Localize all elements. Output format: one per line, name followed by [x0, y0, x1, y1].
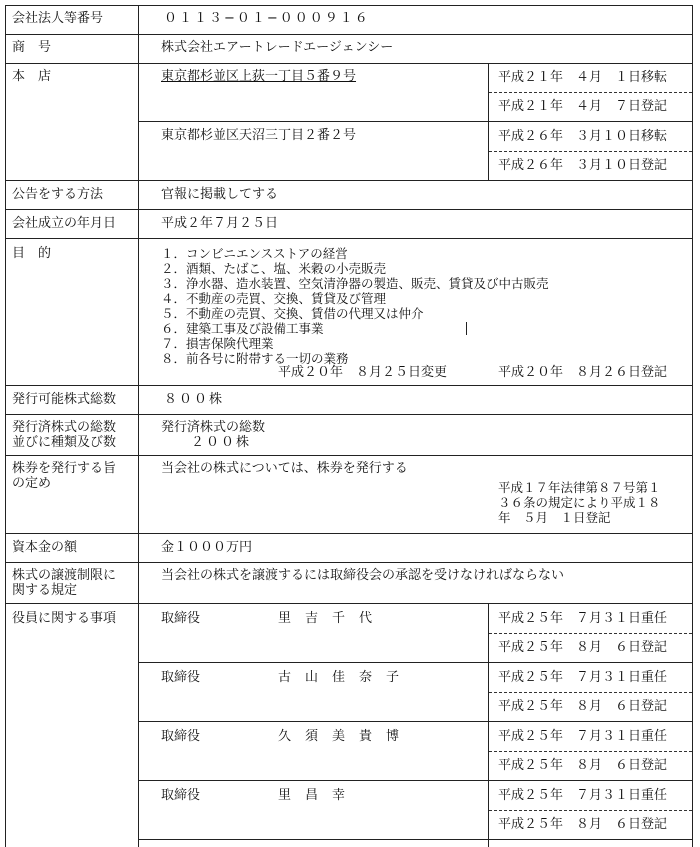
share-certificates-value: 当会社の株式については、株券を発行する: [161, 461, 408, 476]
officer-entry-separator: [138, 721, 693, 722]
purpose-change-date: 平成２０年 ８月２５日変更: [278, 365, 448, 380]
officer-entry-separator: [138, 662, 693, 663]
officer-name: 久須美貴博: [278, 729, 414, 744]
share-certificates-note: 平成１７年法律第８７号第１: [498, 480, 661, 495]
issued-shares-label: 並びに種類及び数: [12, 435, 117, 450]
share-certificates-note: 年 ５月 １日登記: [498, 510, 611, 525]
issued-shares-count: ２００株: [191, 435, 252, 450]
officer-registered-date: 平成２５年 ８月 ６日登記: [498, 699, 668, 714]
officer-title: 取締役: [161, 788, 201, 803]
purpose-label: 目 的: [12, 246, 52, 261]
officer-title: 取締役: [161, 611, 201, 626]
corporate-number-value: ０１１３−０１−０００９１６: [164, 11, 370, 26]
row-separator: [5, 562, 693, 563]
row-separator: [5, 603, 693, 604]
purpose-item: ３．浄水器、造水装置、空気清浄器の製造、販売、賃貸及び中古販売: [161, 276, 549, 291]
row-separator: [5, 238, 693, 239]
head-office-address-old: 東京都杉並区上荻一丁目５番９号: [161, 69, 357, 84]
dashed-separator: [489, 810, 692, 811]
row-separator: [5, 63, 693, 64]
trade-name-label: 商 号: [12, 40, 52, 55]
head-office-moved-date: 平成２６年 ３月１０日移転: [498, 129, 668, 144]
officer-name: 里吉千代: [278, 611, 387, 626]
dashed-separator: [489, 151, 692, 152]
transfer-restriction-value: 当会社の株式を譲渡するには取締役会の承認を受けなければならない: [161, 568, 565, 583]
head-office-entry-separator: [138, 121, 693, 122]
dashed-separator: [489, 751, 692, 752]
officer-entry-separator: [138, 839, 693, 840]
officer-registered-date: 平成２５年 ８月 ６日登記: [498, 758, 668, 773]
row-separator: [5, 455, 693, 456]
purpose-item: １．コンビニエンスストアの経営: [161, 246, 348, 261]
head-office-registered-date: 平成２１年 ４月 ７日登記: [498, 99, 668, 114]
officer-name: 古山佳奈子: [278, 670, 414, 685]
trade-name-value: 株式会社エアートレードエージェンシー: [161, 40, 394, 55]
officer-name: 里昌幸: [278, 788, 360, 803]
share-certificates-note: ３６条の規定により平成１８: [498, 495, 661, 510]
row-separator: [5, 34, 693, 35]
officer-registered-date: 平成２５年 ８月 ６日登記: [498, 640, 668, 655]
row-separator: [5, 385, 693, 386]
issued-shares-label: 発行済株式の総数: [12, 420, 117, 435]
border-top: [5, 5, 693, 6]
authorized-shares-value: ８００株: [164, 392, 225, 407]
purpose-item: ２．酒類、たばこ、塩、米穀の小売販売: [161, 261, 387, 276]
issued-shares-value-label: 発行済株式の総数: [161, 420, 266, 435]
row-separator: [5, 209, 693, 210]
dashed-separator: [489, 92, 692, 93]
transfer-restriction-label: 関する規定: [12, 583, 78, 598]
share-certificates-label: 株券を発行する旨: [12, 461, 117, 476]
established-value: 平成２年７月２５日: [161, 216, 279, 231]
head-office-address-current: 東京都杉並区天沼三丁目２番２号: [161, 128, 357, 143]
officer-title: 取締役: [161, 670, 201, 685]
purpose-item: ５．不動産の売買、交換、賃借の代理又は仲介: [161, 306, 424, 321]
officer-reappointed-date: 平成２５年 ７月３１日重任: [498, 729, 668, 744]
officer-registered-date: 平成２５年 ８月 ６日登記: [498, 817, 668, 832]
purpose-item: ６．建築工事及び設備工事業: [161, 321, 324, 336]
dashed-separator: [489, 633, 692, 634]
purpose-item: ８．前各号に附帯する一切の業務: [161, 351, 349, 366]
corporate-number-label: 会社法人等番号: [12, 11, 104, 26]
capital-value: 金１０００万円: [161, 540, 253, 555]
purpose-item: ４．不動産の売買、交換、賃貸及び管理: [161, 291, 387, 306]
officer-reappointed-date: 平成２５年 ７月３１日重任: [498, 611, 668, 626]
head-office-registered-date: 平成２６年 ３月１０日登記: [498, 158, 668, 173]
public-notice-value: 官報に掲載してする: [161, 187, 279, 202]
established-label: 会社成立の年月日: [12, 216, 117, 231]
share-certificates-label: の定め: [12, 476, 52, 491]
row-separator: [5, 180, 693, 181]
row-separator: [5, 533, 693, 534]
officer-title: 取締役: [161, 729, 201, 744]
public-notice-label: 公告をする方法: [12, 187, 104, 202]
text-cursor-mark: [466, 322, 467, 335]
purpose-registered-date: 平成２０年 ８月２６日登記: [498, 365, 668, 380]
head-office-moved-date: 平成２１年 ４月 １日移転: [498, 70, 668, 85]
transfer-restriction-label: 株式の譲渡制限に: [12, 568, 117, 583]
officers-label: 役員に関する事項: [12, 611, 117, 626]
row-separator: [5, 414, 693, 415]
border-left: [5, 5, 6, 847]
head-office-label: 本 店: [12, 69, 52, 84]
officer-reappointed-date: 平成２５年 ７月３１日重任: [498, 670, 668, 685]
officer-reappointed-date: 平成２５年 ７月３１日重任: [498, 788, 668, 803]
dashed-separator: [489, 692, 692, 693]
capital-label: 資本金の額: [12, 540, 78, 555]
authorized-shares-label: 発行可能株式総数: [12, 392, 117, 407]
purpose-item: ７．損害保険代理業: [161, 336, 274, 351]
officer-entry-separator: [138, 780, 693, 781]
